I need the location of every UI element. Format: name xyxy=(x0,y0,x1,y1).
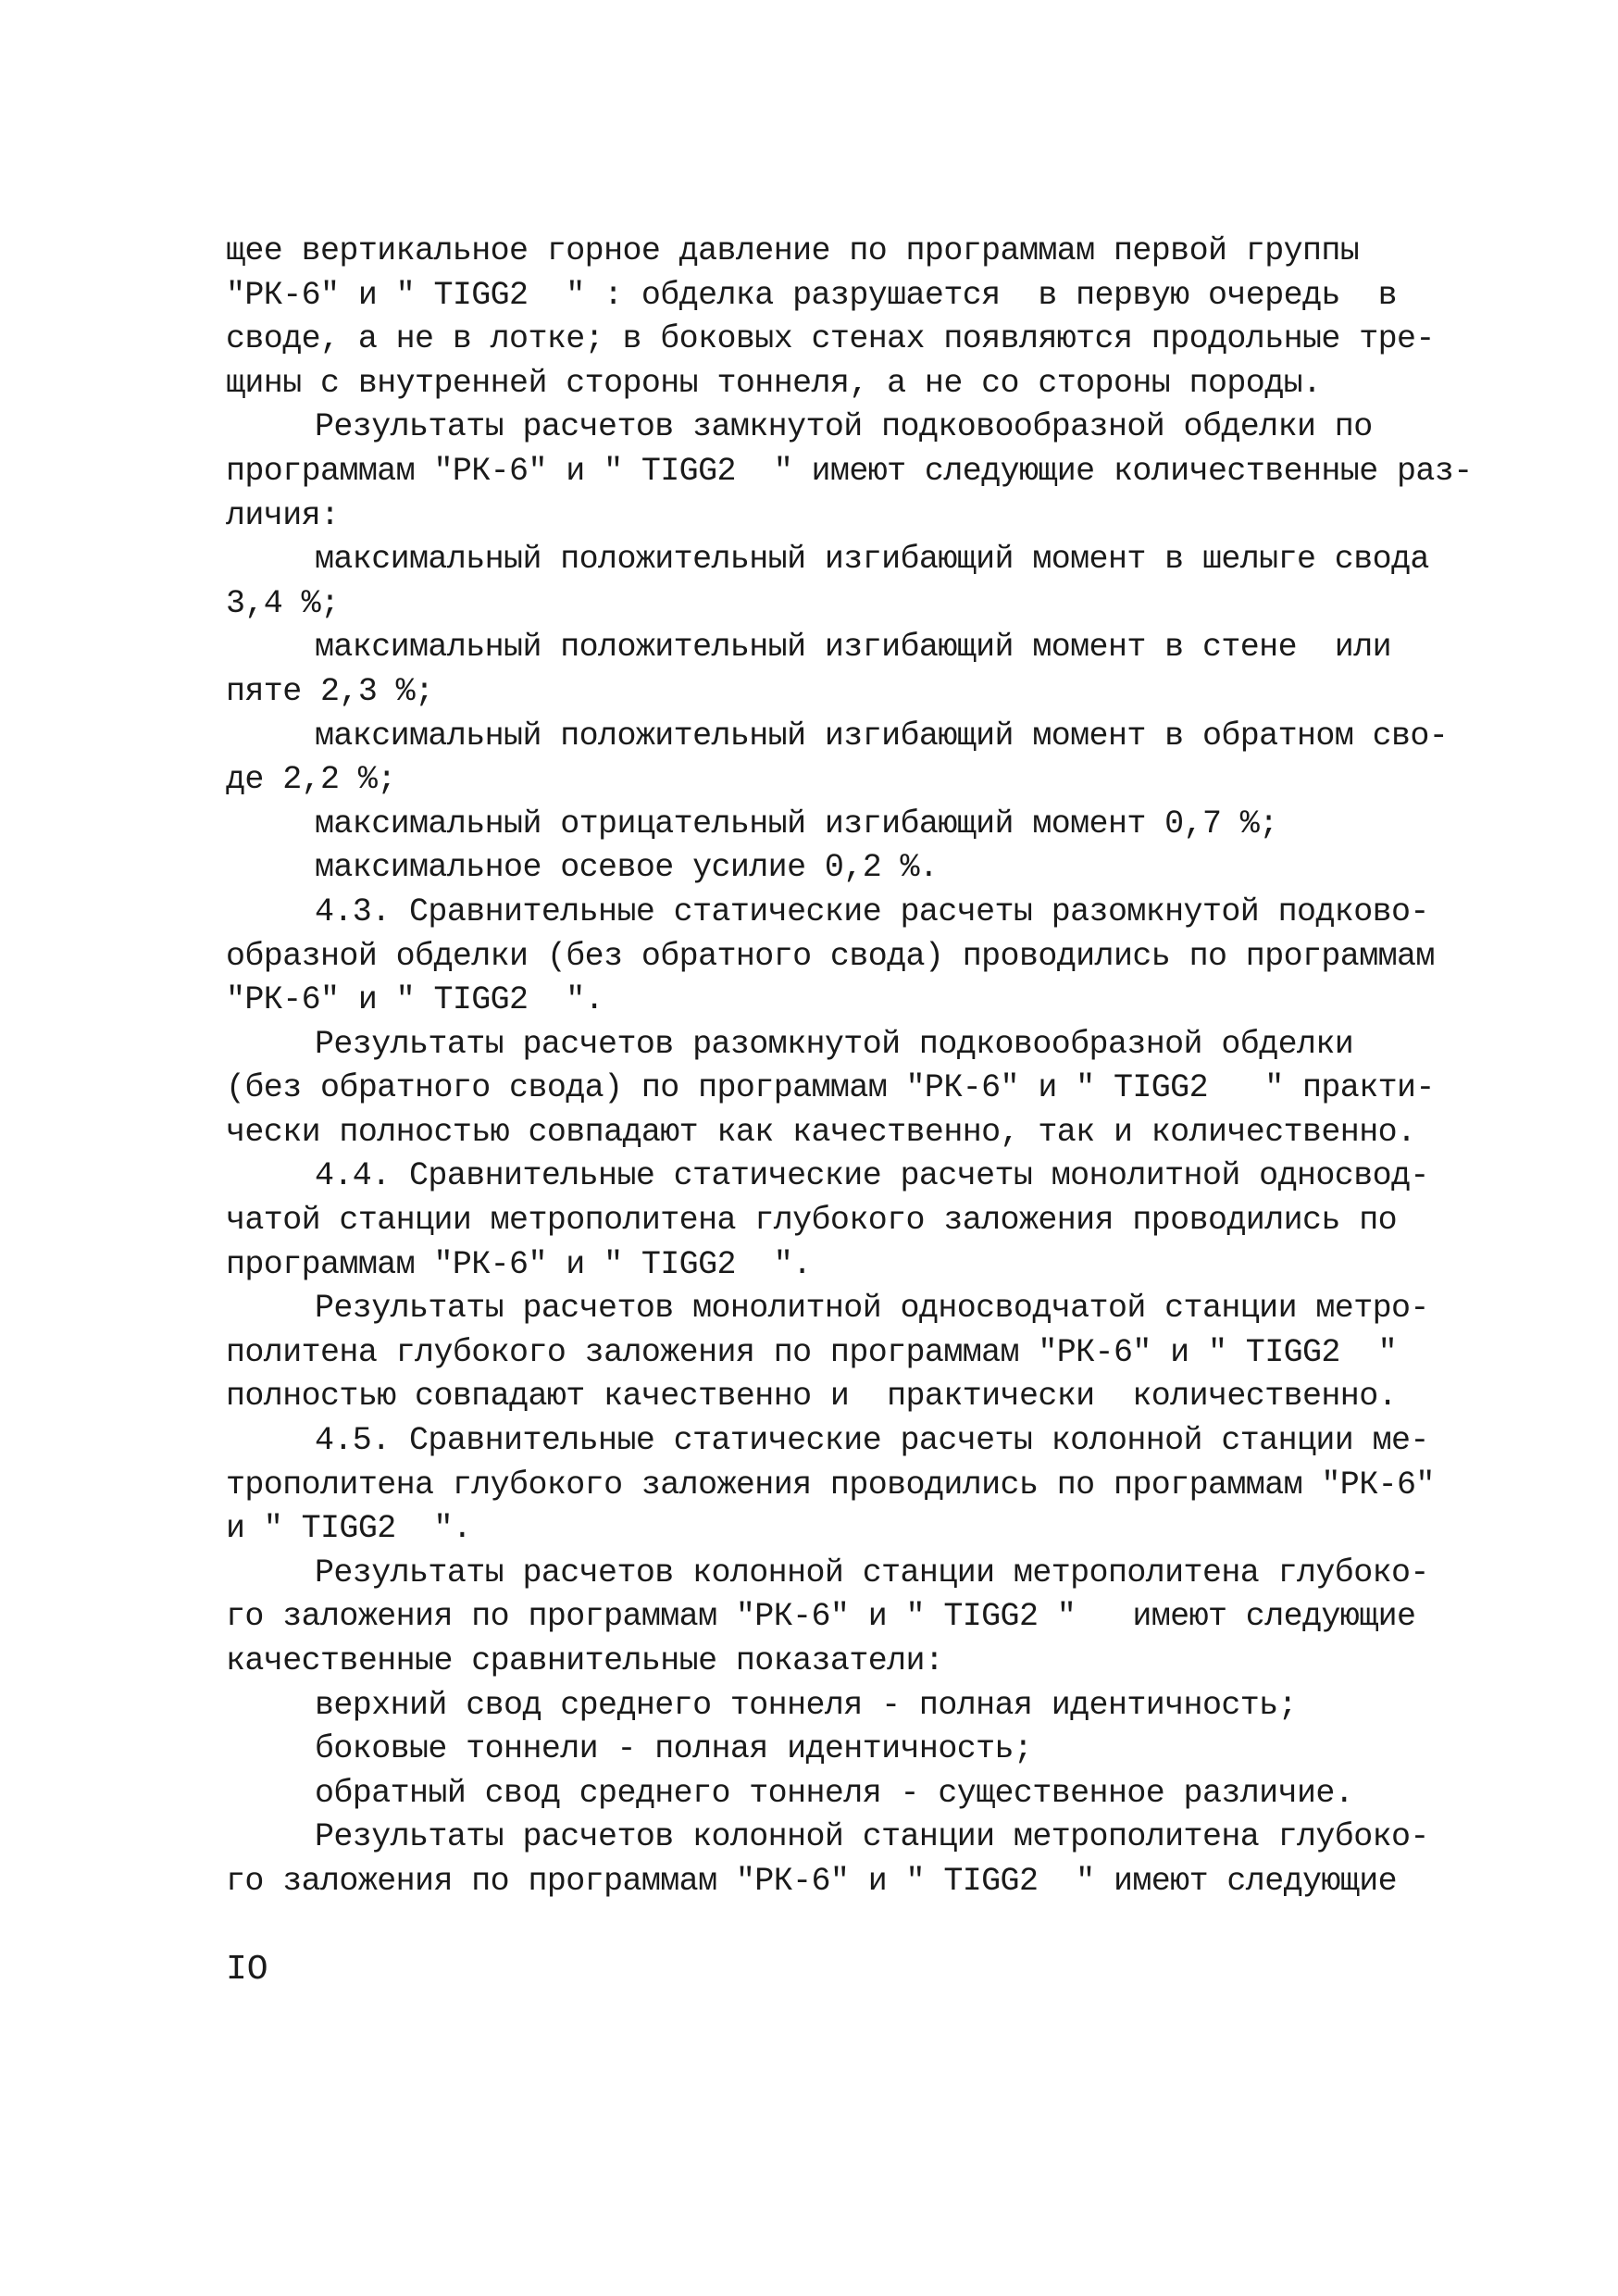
text-line: личия: xyxy=(226,496,340,534)
text-line: Результаты расчетов монолитной односводчатой станции метро- xyxy=(315,1290,1429,1328)
text-line: пяте 2,3 %; xyxy=(226,672,434,710)
text-line: максимальный положительный изгибающий момент в шелыге свода xyxy=(315,541,1429,579)
text-line: максимальное осевое усилие 0,2 %. xyxy=(315,849,939,887)
text-line: Результаты расчетов замкнутой подковообразной обделки по xyxy=(315,408,1373,446)
text-line: программам "РК-6" и " TIGG2 ". xyxy=(226,1245,812,1283)
text-line: максимальный положительный изгибающий момент в обратном сво- xyxy=(315,717,1449,755)
text-line: политена глубокого заложения по программам "РК-6" и " TIGG2 " xyxy=(226,1333,1398,1371)
text-line: максимальный отрицательный изгибающий момент 0,7 %; xyxy=(315,805,1278,842)
text-line: чатой станции метрополитена глубокого заложения проводились по xyxy=(226,1202,1398,1240)
text-line: 4.5. Сравнительные статические расчеты колонной станции ме- xyxy=(315,1422,1429,1460)
text-line: де 2,2 %; xyxy=(226,761,396,799)
text-line: "РК-6" и " TIGG2 ". xyxy=(226,981,604,1019)
text-line: образной обделки (без обратного свода) проводились по программам xyxy=(226,937,1435,975)
text-line: Результаты расчетов разомкнутой подковообразной обделки xyxy=(315,1025,1354,1063)
text-line: (без обратного свода) по программам "РК-6" и " TIGG2 " практи- xyxy=(226,1069,1435,1107)
text-line: щины с внутренней стороны тоннеля, а не со стороны породы. xyxy=(226,364,1322,402)
text-line: Результаты расчетов колонной станции метрополитена глубоко- xyxy=(315,1554,1429,1591)
text-line: 3,4 %; xyxy=(226,584,340,622)
body-text xyxy=(226,230,1473,1904)
text-line: чески полностью совпадают как качественно, так и количественно. xyxy=(226,1113,1416,1151)
text-line: щее вертикальное горное давление по программам первой группы xyxy=(226,232,1360,269)
text-line: обратный свод среднего тоннеля - существенное различие. xyxy=(315,1774,1354,1812)
text-line: 4.3. Сравнительные статические расчеты разомкнутой подково- xyxy=(315,892,1429,930)
text-line: трополитена глубокого заложения проводились по программам "РК-6" xyxy=(226,1466,1435,1504)
text-line: и " TIGG2 ". xyxy=(226,1510,472,1548)
text-line: полностью совпадают качественно и практически количественно. xyxy=(226,1378,1398,1416)
page-number: IO xyxy=(226,1950,268,1990)
text-line: Результаты расчетов колонной станции метрополитена глубоко- xyxy=(315,1818,1429,1856)
text-line: "РК-6" и " TIGG2 " : обделка разрушается в первую очередь в xyxy=(226,276,1398,314)
text-line: боковые тоннели - полная идентичность; xyxy=(315,1730,1033,1768)
text-line: го заложения по программам "РК-6" и " TIGG2 " имеют следующие xyxy=(226,1598,1416,1636)
text-line: программам "РК-6" и " TIGG2 " имеют следующие количественные раз- xyxy=(226,452,1473,490)
text-line: качественные сравнительные показатели: xyxy=(226,1642,944,1679)
text-line: своде, а не в лотке; в боковых стенах появляются продольные тре- xyxy=(226,320,1435,358)
text-line: го заложения по программам "РК-6" и " TIGG2 " имеют следующие xyxy=(226,1862,1398,1900)
text-line: максимальный положительный изгибающий момент в стене или xyxy=(315,629,1391,667)
text-line: верхний свод среднего тоннеля - полная идентичность; xyxy=(315,1686,1297,1724)
text-line: 4.4. Сравнительные статические расчеты монолитной односвод- xyxy=(315,1157,1429,1195)
